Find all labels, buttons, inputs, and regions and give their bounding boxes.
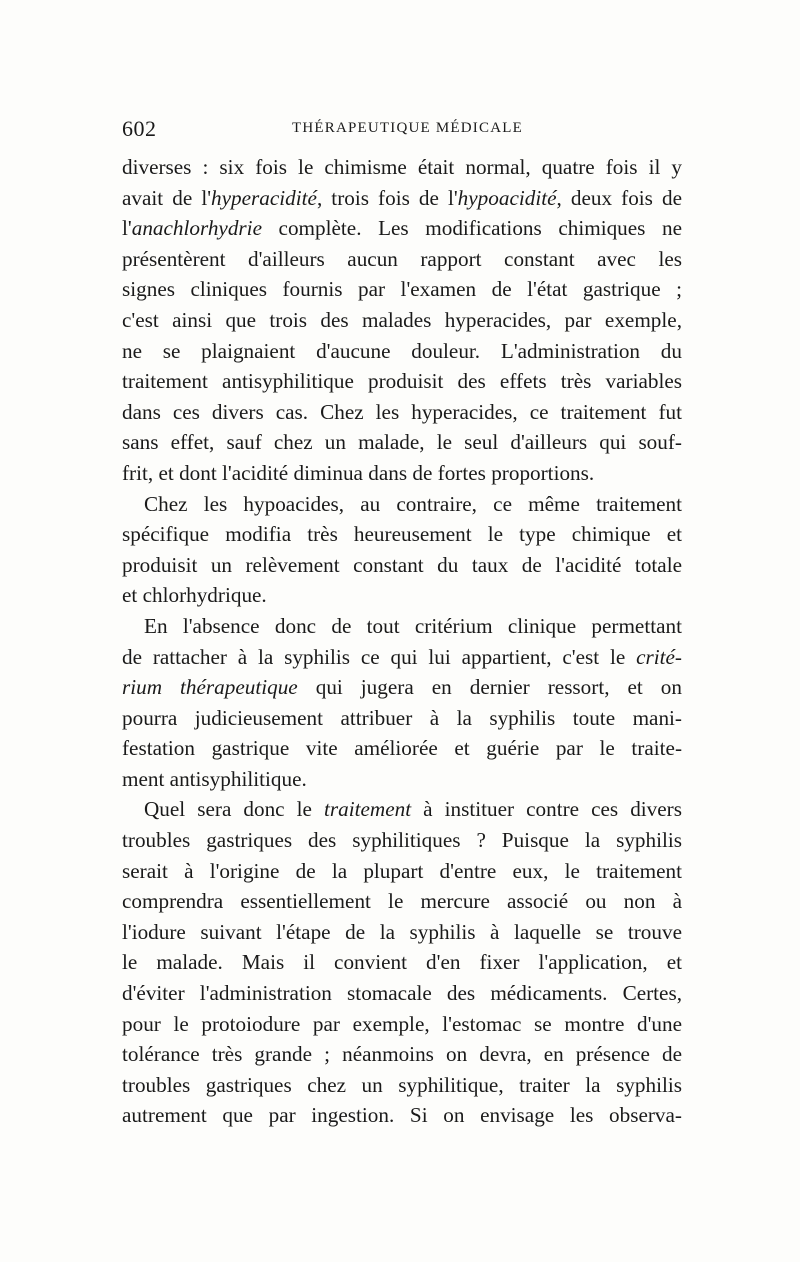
- text-line: [122, 1100, 682, 1131]
- running-title: THÉRAPEUTIQUE MÉDICALE: [292, 120, 523, 136]
- text-segment: festation gastrique vite améliorée et guérie par le traite-: [122, 736, 682, 761]
- text-line: [122, 886, 682, 917]
- text-line: [122, 489, 682, 520]
- text-segment: c'est ainsi que trois des malades hyperacides, par exemple,: [122, 307, 682, 332]
- text-line: [122, 550, 682, 581]
- text-line: [122, 733, 682, 764]
- italic-text: hypoacidité: [457, 185, 557, 210]
- paragraph: [122, 794, 682, 1131]
- text-line: [122, 213, 682, 244]
- text-line: [122, 244, 682, 275]
- text-segment: Quel sera donc le: [144, 797, 324, 822]
- text-line: [122, 336, 682, 367]
- text-segment: qui jugera en dernier ressort, et on: [297, 675, 682, 700]
- paragraph: [122, 152, 682, 489]
- text-segment: à instituer contre ces divers: [411, 797, 682, 822]
- italic-text: traitement: [324, 797, 412, 822]
- text-line: [122, 764, 682, 795]
- text-segment: complète. Les modifications chimiques ne: [261, 216, 682, 241]
- text-line: [122, 917, 682, 948]
- text-line: [122, 1039, 682, 1070]
- text-segment: , trois fois de l': [316, 185, 458, 210]
- text-line: [122, 152, 682, 183]
- text-segment: , deux fois de: [556, 185, 682, 210]
- text-line: [122, 1009, 682, 1040]
- text-line: [122, 305, 682, 336]
- page-number: 602: [122, 116, 157, 141]
- text-segment: dans ces divers cas. Chez les hyperacides, ce traitement fut: [122, 399, 682, 424]
- paragraph: [122, 489, 682, 611]
- text-segment: l'iodure suivant l'étape de la syphilis à laquelle se trouve: [122, 919, 682, 944]
- text-segment: produisit un relèvement constant du taux de l'acidité totale: [122, 552, 682, 577]
- text-line: [122, 458, 682, 489]
- text-line: [122, 274, 682, 305]
- text-segment: pour le protoiodure par exemple, l'estomac se montre d'une: [122, 1011, 682, 1036]
- text-line: [122, 611, 682, 642]
- text-line: [122, 703, 682, 734]
- text-segment: tolérance très grande ; néanmoins on devra, en présence de: [122, 1042, 682, 1067]
- text-segment: En l'absence donc de tout critérium clinique permettant: [144, 613, 682, 638]
- text-line: [122, 519, 682, 550]
- text-line: [122, 397, 682, 428]
- text-segment: comprendra essentiellement le mercure associé ou non à: [122, 889, 682, 914]
- italic-text: rium thérapeutique: [122, 675, 298, 700]
- text-line: [122, 366, 682, 397]
- italic-text: hyperacidité: [211, 185, 317, 210]
- text-line: [122, 642, 682, 673]
- text-segment: serait à l'origine de la plupart d'entre eux, le traitement: [122, 858, 682, 883]
- text-segment: autrement que par ingestion. Si on envisage les observa-: [122, 1103, 682, 1128]
- body-text: [122, 152, 682, 1131]
- text-segment: traitement antisyphilitique produisit des effets très variables: [122, 369, 682, 394]
- text-segment: troubles gastriques des syphilitiques ? Puisque la syphilis: [122, 828, 682, 853]
- paragraph: [122, 611, 682, 795]
- text-segment: Chez les hypoacides, au contraire, ce même traitement: [144, 491, 682, 516]
- text-line: [122, 1070, 682, 1101]
- text-segment: présentèrent d'ailleurs aucun rapport constant avec les: [122, 246, 682, 271]
- text-segment: d'éviter l'administration stomacale des médicaments. Certes,: [122, 981, 682, 1006]
- italic-text: crité-: [636, 644, 682, 669]
- text-segment: frit, et dont l'acidité diminua dans de fortes proportions.: [122, 460, 595, 485]
- text-line: [122, 580, 682, 611]
- text-segment: signes cliniques fournis par l'examen de l'état gastrique ;: [122, 277, 682, 302]
- text-segment: le malade. Mais il convient d'en fixer l'application, et: [122, 950, 682, 975]
- text-line: [122, 856, 682, 887]
- text-segment: de rattacher à la syphilis ce qui lui appartient, c'est le: [122, 644, 637, 669]
- text-line: [122, 825, 682, 856]
- text-segment: spécifique modifia très heureusement le type chimique et: [122, 522, 682, 547]
- text-line: [122, 427, 682, 458]
- text-line: [122, 794, 682, 825]
- text-segment: sans effet, sauf chez un malade, le seul d'ailleurs qui souf-: [122, 430, 682, 455]
- text-segment: et chlorhydrique.: [122, 583, 267, 608]
- text-segment: troubles gastriques chez un syphilitique, traiter la syphilis: [122, 1072, 682, 1097]
- text-segment: pourra judicieusement attribuer à la syphilis toute mani-: [122, 705, 682, 730]
- text-segment: diverses : six fois le chimisme était normal, quatre fois il y: [122, 155, 682, 179]
- page-header: [122, 116, 680, 146]
- text-line: [122, 978, 682, 1009]
- text-segment: avait de l': [122, 185, 212, 210]
- text-segment: l': [122, 216, 132, 241]
- text-line: [122, 947, 682, 978]
- text-segment: ment antisyphilitique.: [122, 766, 307, 791]
- text-line: [122, 183, 682, 214]
- text-segment: ne se plaignaient d'aucune douleur. L'administration du: [122, 338, 682, 363]
- text-line: [122, 672, 682, 703]
- italic-text: anachlorhydrie: [131, 216, 262, 241]
